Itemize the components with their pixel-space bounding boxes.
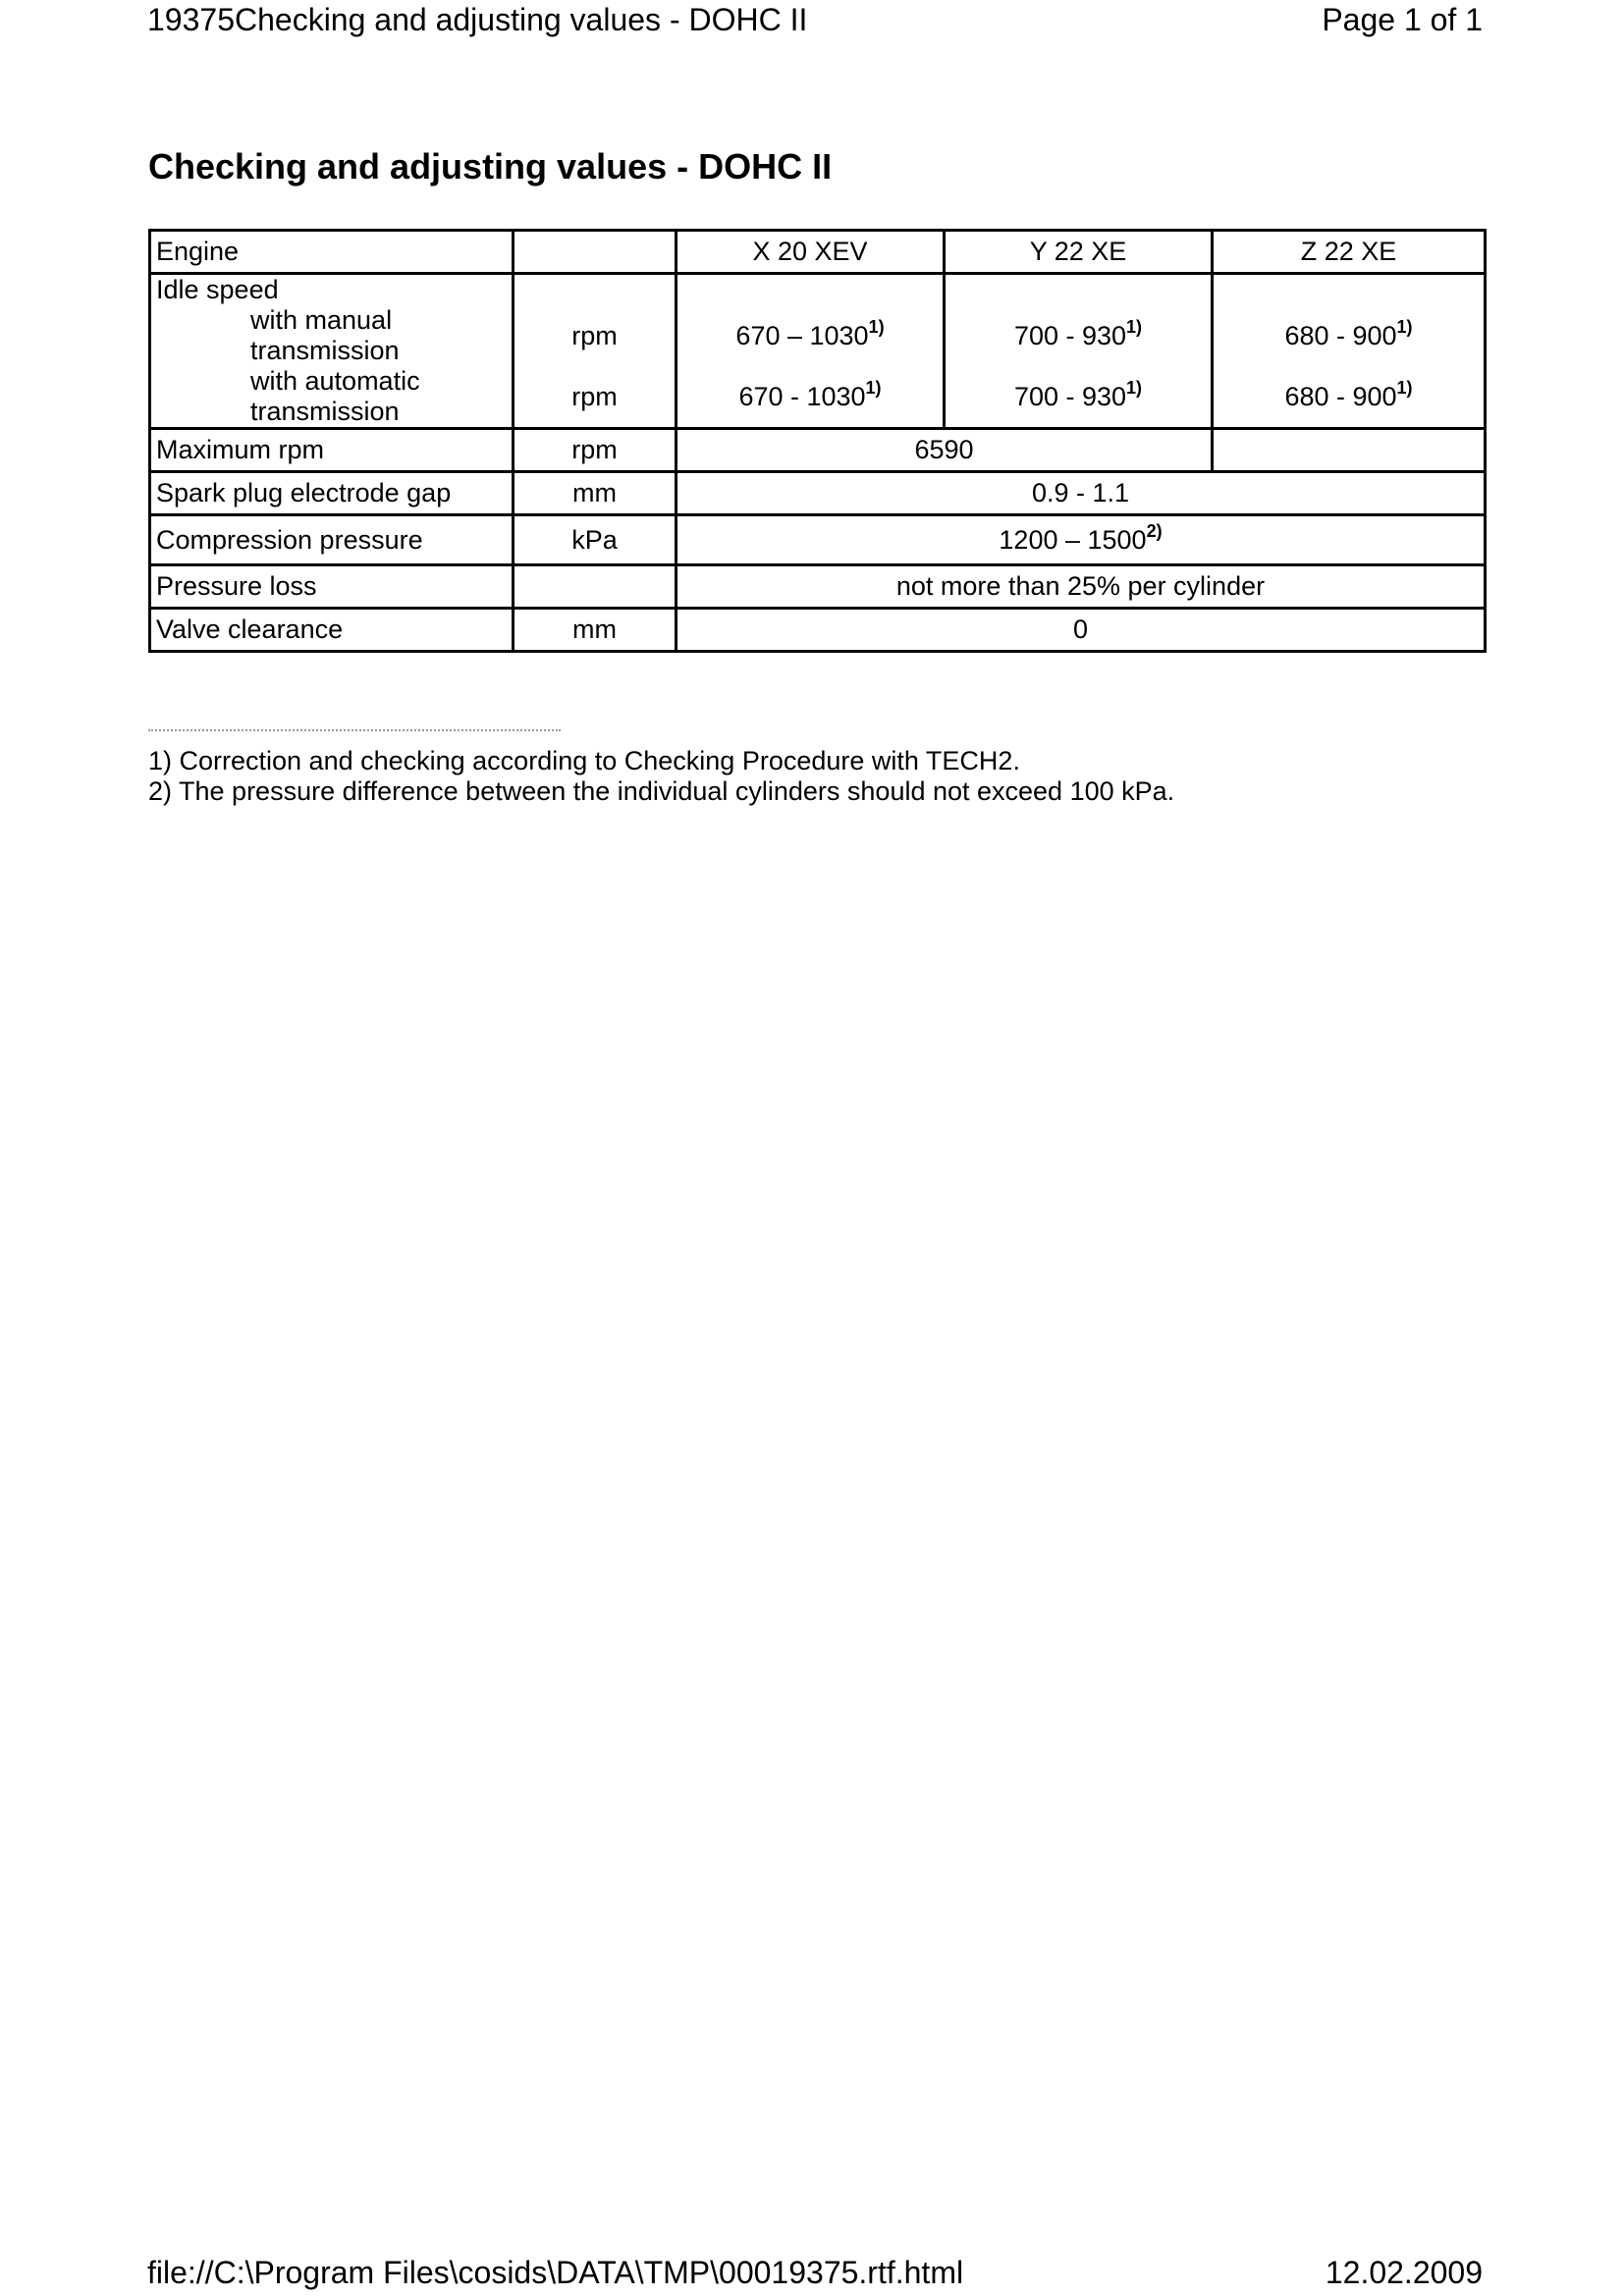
compression-label: Compression pressure [150,515,514,565]
idle-manual-label-1: with manual [250,305,393,335]
valve-clearance-row [150,609,1486,652]
idle-manual-row [150,305,1486,366]
idle-manual-y22xe-value: 700 - 930 [1013,320,1127,350]
idle-manual-label-cell [150,305,514,366]
table-header-row [150,231,1486,274]
idle-manual-unit: rpm [514,305,677,366]
engine-header-z22xe: Z 22 XE [1213,231,1486,274]
spark-gap-row [150,472,1486,515]
idle-manual-x20xev-value: 670 – 1030 [735,320,869,350]
compression-value-cell [677,515,1486,565]
max-rpm-row [150,429,1486,472]
compression-unit: kPa [514,515,677,565]
max-rpm-empty-cell [1213,429,1486,472]
valve-clearance-value: 0 [677,609,1486,652]
idle-speed-label: Idle speed [150,274,514,306]
engine-header-y22xe: Y 22 XE [945,231,1213,274]
idle-manual-label-2: transmission [250,336,400,365]
footnote-ref-1: 1) [1126,377,1143,398]
footnote-ref-1: 1) [1396,316,1413,337]
idle-speed-spacer-z22xe [1213,274,1486,306]
idle-automatic-label-2: transmission [250,397,400,426]
idle-manual-z22xe [1213,305,1486,366]
idle-automatic-unit: rpm [514,366,677,429]
page-header [147,0,1483,43]
idle-automatic-z22xe-value: 680 - 900 [1284,381,1397,411]
idle-manual-y22xe [945,305,1213,366]
footnote-ref-1: 1) [1396,377,1413,398]
footnote-divider [148,729,561,731]
page-footer [147,2253,1483,2292]
max-rpm-value: 6590 [677,429,1213,472]
footnotes [148,746,1174,807]
unit-header-cell [514,231,677,274]
header-doc-title: 19375Checking and adjusting values - DOHC II [147,2,808,37]
header-page-info: Page 1 of 1 [1322,2,1483,37]
valve-clearance-label: Valve clearance [150,609,514,652]
valve-clearance-unit: mm [514,609,677,652]
idle-automatic-y22xe [945,366,1213,429]
idle-automatic-x20xev [677,366,945,429]
specifications-table [148,229,1487,653]
pressure-loss-row [150,565,1486,609]
max-rpm-label: Maximum rpm [150,429,514,472]
max-rpm-unit: rpm [514,429,677,472]
pressure-loss-value: not more than 25% per cylinder [677,565,1486,609]
spark-gap-unit: mm [514,472,677,515]
idle-manual-x20xev [677,305,945,366]
idle-automatic-label-1: with automatic [250,366,420,396]
page-title: Checking and adjusting values - DOHC II [148,146,833,187]
spark-gap-label: Spark plug electrode gap [150,472,514,515]
spark-gap-value: 0.9 - 1.1 [677,472,1486,515]
footnote-ref-1: 1) [865,377,882,398]
idle-speed-row [150,274,1486,306]
pressure-loss-label: Pressure loss [150,565,514,609]
idle-speed-spacer-x20xev [677,274,945,306]
footer-file-path: file://C:\Program Files\cosids\DATA\TMP\00019375.rtf.html [147,2255,964,2290]
idle-automatic-label-cell [150,366,514,429]
footnote-1: 1) Correction and checking according to Checking Procedure with TECH2. [148,746,1020,775]
footnote-ref-1: 1) [1126,316,1143,337]
footnote-ref-2: 2) [1146,520,1163,541]
idle-manual-z22xe-value: 680 - 900 [1284,320,1397,350]
pressure-loss-unit [514,565,677,609]
compression-row [150,515,1486,565]
engine-label-cell: Engine [150,231,514,274]
compression-value: 1200 – 1500 [999,524,1147,555]
idle-automatic-row [150,366,1486,429]
footnote-ref-1: 1) [868,316,885,337]
engine-header-x20xev: X 20 XEV [677,231,945,274]
idle-speed-spacer-y22xe [945,274,1213,306]
idle-automatic-x20xev-value: 670 - 1030 [738,381,866,411]
idle-speed-unit-spacer [514,274,677,306]
idle-automatic-y22xe-value: 700 - 930 [1013,381,1127,411]
footer-date: 12.02.2009 [1325,2255,1483,2290]
footnote-2: 2) The pressure difference between the individual cylinders should not exceed 100 kPa. [148,776,1175,806]
idle-automatic-z22xe [1213,366,1486,429]
